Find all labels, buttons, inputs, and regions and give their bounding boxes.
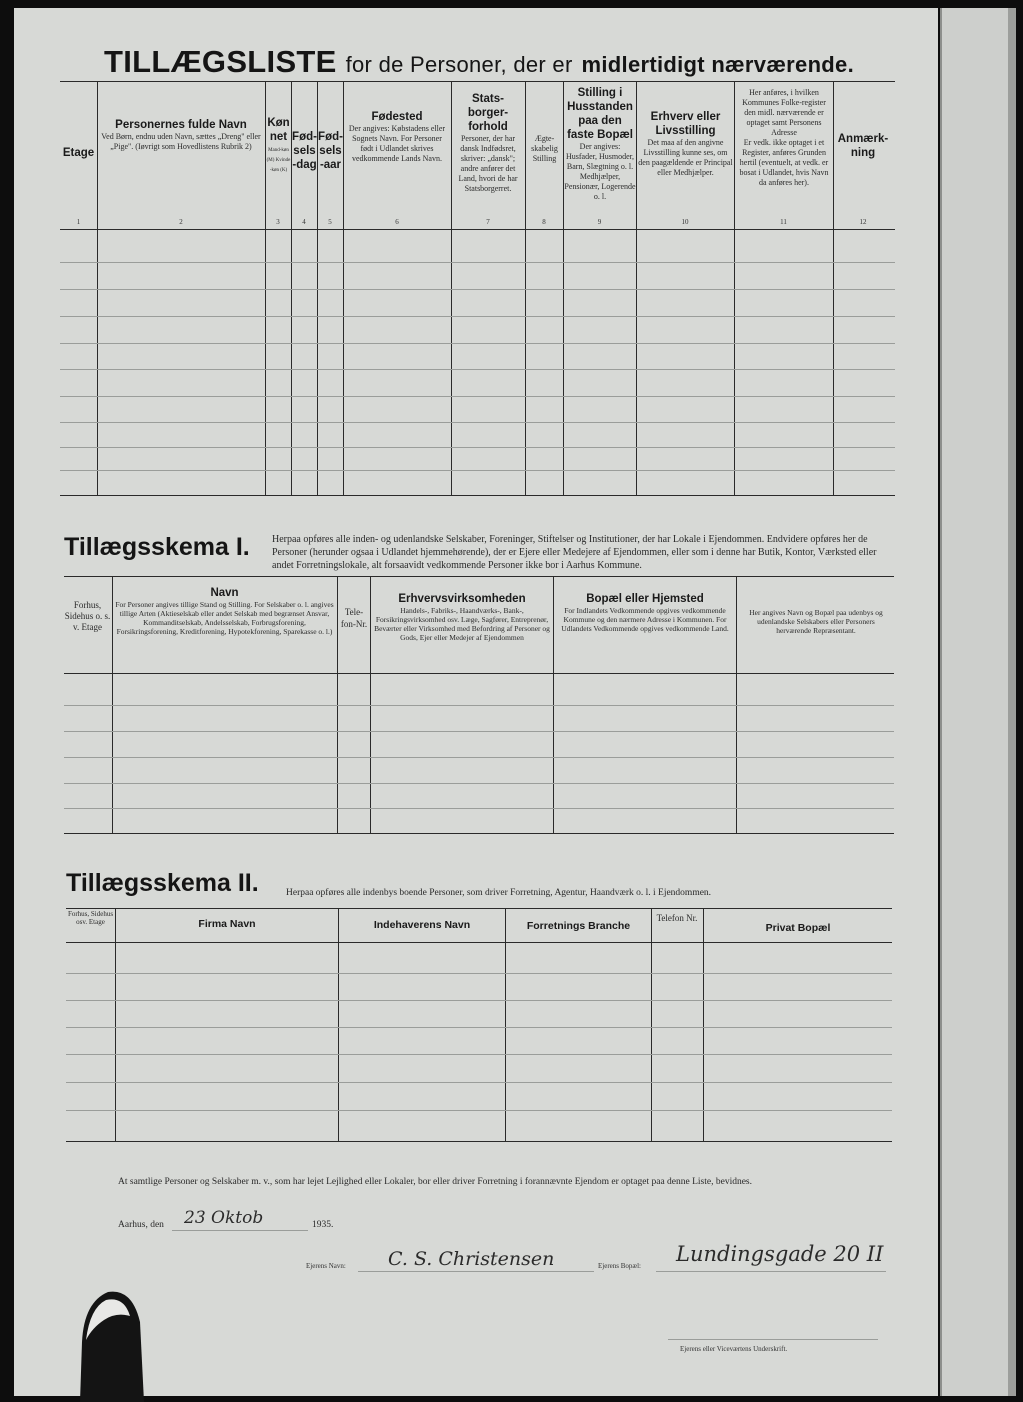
- schema1-intro: Herpaa opføres alle inden- og udenlandske Selskaber, Foreninger, Stiftelser og Institutioner, der har Lokale i Ejendommen. Endvidere opføres her de Personer (herunder ogsaa i Udlandet hjemmehørende), der er Ejere eller Medejere af Ejendommen, eller som i denne har Butik, Kontor, Værksted eller andet Forretningslokale, alt forsaavidt vedkommende Personer ikke bor i Aarhus Kommune.: [272, 534, 877, 571]
- col-num: 3: [276, 218, 280, 226]
- schema1-title: Tillægsskema I.: [64, 533, 250, 561]
- s1-col-residence-header: Bopæl eller Hjemsted For Indlandets Vedkommende opgives vedkommende Kommune og den nærmere Adresse i Kommunen. For Udlandets Vedkommende opgives vedkommende Land.: [561, 593, 729, 633]
- handwritten-owner-address: Lundingsgade 20 II: [676, 1242, 884, 1266]
- s1-col-name-header: Navn For Personer angives tillige Stand og Stilling. For Selskaber o. l. angives tillige Arten (Aktieselskab eller andet Selskab med begrænset Ansvar, Kommanditselskab, Andelsselskab, Forbrugsforening, Forsikringsforening, Kreditforening, Hypotekforening, Sparekasse o. l.): [115, 587, 334, 636]
- s2-col-owner-header: Indehaverens Navn: [373, 919, 471, 931]
- title-mid: for de Personer, der er: [345, 52, 573, 77]
- s1-col-floor-header: Forhus, Sidehus o. s. v. Etage: [64, 600, 111, 632]
- col-num: 5: [328, 218, 332, 226]
- col-num: 7: [486, 218, 490, 226]
- date-place: Aarhus, den: [118, 1220, 164, 1230]
- handwritten-owner-name: C. S. Christensen: [388, 1248, 555, 1270]
- col-num: 1: [76, 218, 81, 226]
- col-occupation-header: Erhverv eller Livsstilling Det maa af den angivne Livsstilling kunne ses, om den paagældende er Principal eller Medhjælper.: [638, 111, 733, 177]
- s2-col-branch-header: Forretnings Branche: [526, 920, 631, 932]
- handwritten-date: 23 Oktob: [184, 1208, 264, 1228]
- s2-col-address-header: Privat Bopæl: [765, 922, 831, 934]
- col-marital-header: Ægte-skabelig Stilling: [531, 134, 558, 163]
- signature-label: Ejerens eller Viceværtens Underskrift.: [680, 1345, 788, 1353]
- s2-col-floor-header: Forhus, Sidehus osv. Etage: [67, 910, 114, 926]
- col-registry-header: Her anføres, i hvilken Kommunes Folke-register den midl. nærværende er optaget samt Personens Adresse Er vedk. ikke optaget i et Register, anføres Grunden hertil (eventuelt, at vedk. er bosat i Udlandet, hvis Navn da anføres her).: [739, 88, 829, 187]
- owner-name-label: Ejerens Navn:: [306, 1262, 346, 1270]
- col-birthplace-header: Fødested Der angives: Købstadens eller Sognets Navn. For Personer født i Udlandet skrives vedkommende Lands Navn.: [348, 111, 446, 163]
- owner-address-label: Ejerens Bopæl:: [598, 1262, 641, 1270]
- main-list-title: TILLÆGSLISTE for de Personer, der er midlertidigt nærværende.: [104, 44, 854, 79]
- col-gender-header: Kønnet Mand-køn (M) Kvinde-køn (K): [266, 117, 291, 173]
- s1-col-phone-header: Tele-fon-Nr.: [340, 607, 368, 629]
- page-edge: [1008, 8, 1016, 1396]
- col-num: 8: [542, 218, 546, 226]
- col-remarks-header: Anmærk-ning: [837, 133, 889, 159]
- s1-col-business-header: Erhvervsvirksomheden Handels-, Fabriks-, Haandværks-, Bank-, Forsikringsvirksomhed osv. Læge, Sagfører, Entreprenør, Beværter eller Virksomhed med Befordring af Personer og Gods, Ejer eller Medejer af Ejendommen: [374, 593, 550, 642]
- col-num: 6: [395, 218, 399, 226]
- thumb-image: [70, 1282, 148, 1402]
- schema2-title: Tillægsskema II.: [66, 869, 259, 897]
- col-etage-header: Etage: [62, 147, 95, 159]
- certification-text: At samtlige Personer og Selskaber m. v., som har lejet Lejlighed eller Lokaler, bor eller driver Forretning i forannævnte Ejendom er optaget paa denne Liste, bevidnes.: [118, 1177, 752, 1187]
- col-name-header: Personernes fulde Navn Ved Børn, endnu uden Navn, sættes „Dreng" eller „Pige". (Iøvrigt som Hovedlistens Rubrik 2): [101, 119, 261, 151]
- date-year: 1935.: [312, 1220, 334, 1230]
- col-num: 11: [780, 218, 787, 226]
- col-num: 10: [681, 218, 689, 226]
- col-num: 9: [597, 218, 602, 226]
- col-num: 4: [302, 218, 306, 226]
- col-num: 12: [859, 218, 867, 226]
- s1-col-representative-header: Her angives Navn og Bopæl paa udenbys og udenlandske Selskabers eller Personers herværende Repræsentant.: [749, 608, 883, 635]
- form-page: [14, 8, 938, 1396]
- s2-col-phone-header: Telefon Nr.: [656, 913, 698, 923]
- title-end: midlertidigt nærværende.: [581, 52, 854, 77]
- s2-col-firm-header: Firma Navn: [198, 918, 256, 930]
- col-birthyear-header: Fød-sels-aar: [318, 131, 343, 171]
- schema2-intro: Herpaa opføres alle indenbys boende Personer, som driver Forretning, Agentur, Haandværk o. l. i Ejendommen.: [286, 888, 712, 898]
- col-household-header: Stilling i Husstanden paa den faste Bopæl Der angives: Husfader, Husmoder, Barn, Slægtning o. l. Medhjælper, Pensionær, Logerende o. l.: [564, 87, 636, 201]
- col-birthday-header: Fød-sels-dag: [292, 131, 317, 171]
- col-num: 2: [179, 218, 183, 226]
- adjacent-page: [940, 8, 1010, 1396]
- col-citizenship-header: Stats-borger-forhold Personer, der har dansk Indfødsret, skriver: „dansk"; andre anfører det Land, hvori de har Statsborgerret.: [458, 93, 518, 193]
